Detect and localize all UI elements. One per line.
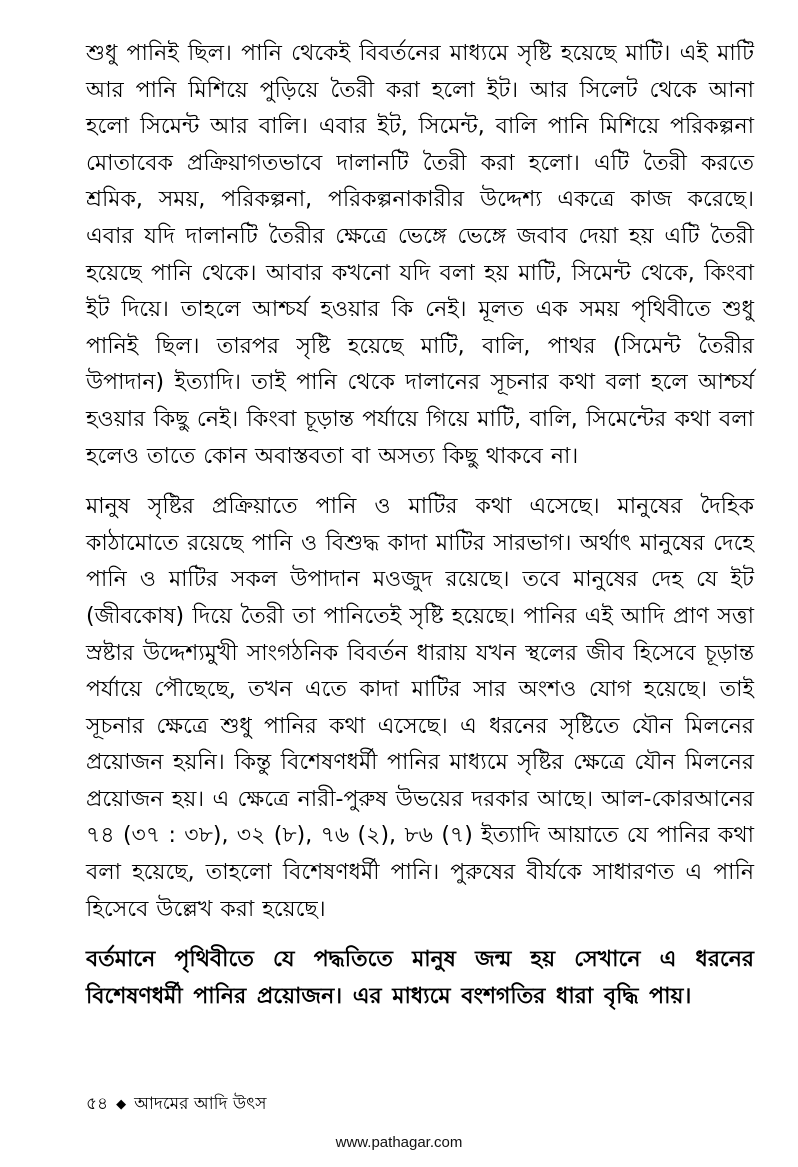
book-title: আদমের আদি উৎস [134,1094,267,1114]
paragraph-1: শুধু পানিই ছিল। পানি থেকেই বিবর্তনের মাধ্যমে সৃষ্টি হয়েছে মাটি। এই মাটি আর পানি মিশিয়ে পুড়িয়ে তৈরী করা হলো ইট। আর সিলেট থেকে আনা হলো সিমেন্ট আর বালি। এবার ইট, সিমেন্ট, বালি পানি মিশিয়ে পরিকল্পনা মোতাবেক প্রক্রিয়াগতভাবে দালানটি তৈরী করা হলো। এটি তৈরী করতে শ্রমিক, সময়, পরিকল্পনা, পরিকল্পনাকারীর উদ্দেশ্য একত্রে কাজ করেছে। এবার যদি দালানটি তৈরীর ক্ষেত্রে ভেঙ্গে ভেঙ্গে জবাব দেয়া হয় এটি তৈরী হয়েছে পানি থেকে। আবার কখনো যদি বলা হয় মাটি, সিমেন্ট থেকে, কিংবা ইট দিয়ে। তাহলে আশ্চর্য হওয়ার কি নেই। মূলত এক সময় পৃথিবীতে শুধু পানিই ছিল। তারপর সৃষ্টি হয়েছে মাটি, বালি, পাথর (সিমেন্ট তৈরীর উপাদান) ইত্যাদি। তাই পানি থেকে দালানের সূচনার কথা বলা হলে আশ্চর্য হওয়ার কিছু নেই। কিংবা চূড়ান্ত পর্যায়ে গিয়ে মাটি, বালি, সিমেন্টের কথা বলা হলেও তাতে কোন অবাস্তবতা বা অসত্য কিছু থাকবে না। [86,41,754,469]
paragraph-3: বর্তমানে পৃথিবীতে যে পদ্ধতিতে মানুষ জন্ম হয় সেখানে এ ধরনের বিশেষণধর্মী পানির প্রয়োজন। এর মাধ্যমে বংশগতির ধারা বৃদ্ধি পায়। [86,947,754,1009]
diamond-icon: ◆ [116,1096,127,1112]
page-footer [86,1093,266,1115]
page-body [86,36,754,1015]
website-watermark: www.pathagar.com [335,1134,463,1151]
paragraph-2: মানুষ সৃষ্টির প্রক্রিয়াতে পানি ও মাটির কথা এসেছে। মানুষের দৈহিক কাঠামোতে রয়েছে পানি ও বিশুদ্ধ কাদা মাটির সারভাগ। অর্থাৎ মানুষের দেহে পানি ও মাটির সকল উপাদান মওজুদ রয়েছে। তবে মানুষের দেহ যে ইট (জীবকোষ) দিয়ে তৈরী তা পানিতেই সৃষ্টি হয়েছে। পানির এই আদি প্রাণ সত্তা স্রষ্টার উদ্দেশ্যমুখী সাংগঠনিক বিবর্তন ধারায় যখন স্থলের জীব হিসেবে চূড়ান্ত পর্যায়ে পৌছেছে, তখন এতে কাদা মাটির সার অংশও যোগ হয়েছে। তাই সূচনার ক্ষেত্রে শুধু পানির কথা এসেছে। এ ধরনের সৃষ্টিতে যৌন মিলনের প্রয়োজন হয়নি। কিন্তু বিশেষণধর্মী পানির মাধ্যমে সৃষ্টির ক্ষেত্রে যৌন মিলনের প্রয়োজন হয়। এ ক্ষেত্রে নারী-পুরুষ উভয়ের দরকার আছে। আল-কোরআনের ৭৪ (৩৭ : ৩৮), ৩২ (৮), ৭৬ (২), ৮৬ (৭) ইত্যাদি আয়াতে যে পানির কথা বলা হয়েছে, তাহলো বিশেষণধর্মী পানি। পুরুষের বীর্যকে সাধারণত এ পানি হিসেবে উল্লেখ করা হয়েছে। [86,494,754,922]
page-number: ৫৪ [86,1094,109,1114]
